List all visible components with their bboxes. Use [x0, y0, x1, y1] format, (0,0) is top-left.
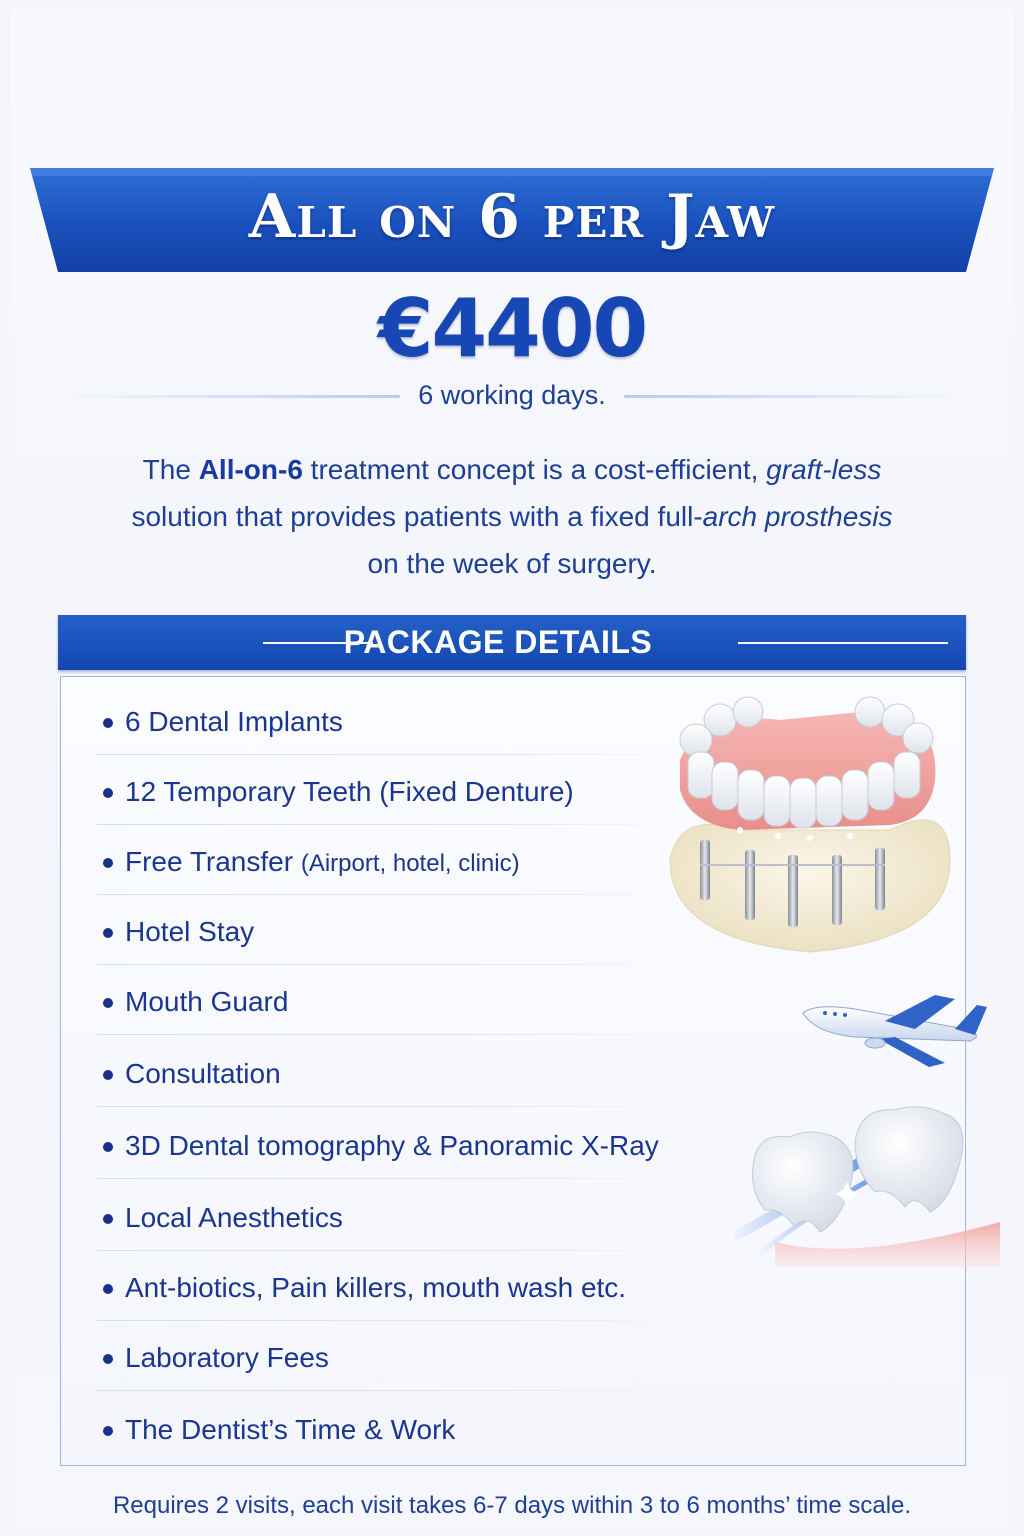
row-divider	[97, 1178, 687, 1179]
title-banner	[30, 168, 994, 272]
list-item-label	[125, 1130, 659, 1162]
intro-italic: graft-less	[766, 454, 882, 485]
price: €4400	[377, 282, 647, 375]
item-text: 12 Temporary Teeth (Fixed Denture)	[125, 776, 574, 807]
duration-row	[60, 380, 964, 410]
bullet-icon	[103, 718, 113, 728]
list-item-label	[125, 706, 343, 738]
divider-line	[624, 395, 964, 398]
item-text: Laboratory Fees	[125, 1342, 329, 1373]
list-item-label	[125, 986, 288, 1018]
intro-text: treatment concept is a cost-efficient,	[302, 454, 767, 485]
item-subtext: (Airport, hotel, clinic)	[300, 850, 520, 877]
intro-bold: All-on-6	[198, 454, 303, 485]
list-item	[97, 685, 697, 755]
row-divider	[97, 1106, 687, 1107]
header-line	[738, 642, 948, 644]
duration-text: 6 working days.	[418, 380, 606, 410]
list-item-label	[125, 776, 574, 808]
intro-text: on the week of surgery.	[367, 548, 657, 579]
list-item-label	[125, 1342, 329, 1374]
bullet-icon	[103, 998, 113, 1008]
page-title: All on 6 per Jaw	[248, 182, 776, 252]
bullet-icon	[103, 1214, 113, 1224]
list-item	[97, 1037, 697, 1107]
list-item	[97, 755, 697, 825]
item-text: 3D Dental tomography & Panoramic X-Ray	[125, 1130, 659, 1161]
intro-italic: arch prosthesis	[702, 501, 893, 532]
bullet-icon	[103, 928, 113, 938]
list-item	[97, 895, 697, 965]
item-text: Hotel Stay	[125, 916, 255, 947]
row-divider	[97, 1390, 687, 1391]
list-item	[97, 965, 697, 1035]
list-item	[97, 1181, 697, 1251]
airplane-icon	[795, 985, 990, 1074]
list-item-label	[125, 916, 254, 948]
bullet-icon	[103, 1070, 113, 1080]
item-text: Local Anesthetics	[125, 1202, 343, 1233]
bullet-icon	[103, 1354, 113, 1364]
intro-text: solution that provides patients with a fixed full-	[131, 501, 703, 532]
item-text: 6 Dental Implants	[125, 706, 343, 737]
list-item-label	[125, 1414, 455, 1446]
list-item-label	[125, 1058, 281, 1090]
list-item	[97, 1109, 697, 1179]
bullet-icon	[103, 1426, 113, 1436]
teeth-icon	[735, 1092, 1005, 1271]
item-text: The Dentist’s Time & Work	[125, 1414, 456, 1445]
package-title: PACKAGE DETAILS	[343, 624, 653, 660]
item-text: Mouth Guard	[125, 986, 289, 1017]
bullet-icon	[103, 788, 113, 798]
bullet-icon	[103, 1142, 113, 1152]
list-item	[97, 825, 697, 895]
bullet-icon	[103, 1284, 113, 1294]
item-text: Consultation	[125, 1058, 281, 1089]
list-item	[97, 1251, 697, 1321]
list-item	[97, 1321, 697, 1391]
list-item-label	[125, 1202, 343, 1234]
list-item-label	[125, 846, 520, 878]
package-header	[58, 615, 966, 670]
list-item-label	[125, 1272, 626, 1304]
item-text: Ant-biotics, Pain killers, mouth wash etc.	[125, 1272, 627, 1303]
bullet-icon	[103, 858, 113, 868]
intro-text: The	[142, 454, 199, 485]
dental-implant-arch-icon	[660, 690, 960, 979]
footer-note: Requires 2 visits, each visit takes 6-7 days within 3 to 6 months’ time scale.	[112, 1492, 912, 1519]
item-text: Free Transfer	[125, 846, 301, 877]
row-divider	[97, 1034, 687, 1035]
list-item	[97, 1393, 697, 1463]
intro-paragraph	[100, 446, 924, 587]
